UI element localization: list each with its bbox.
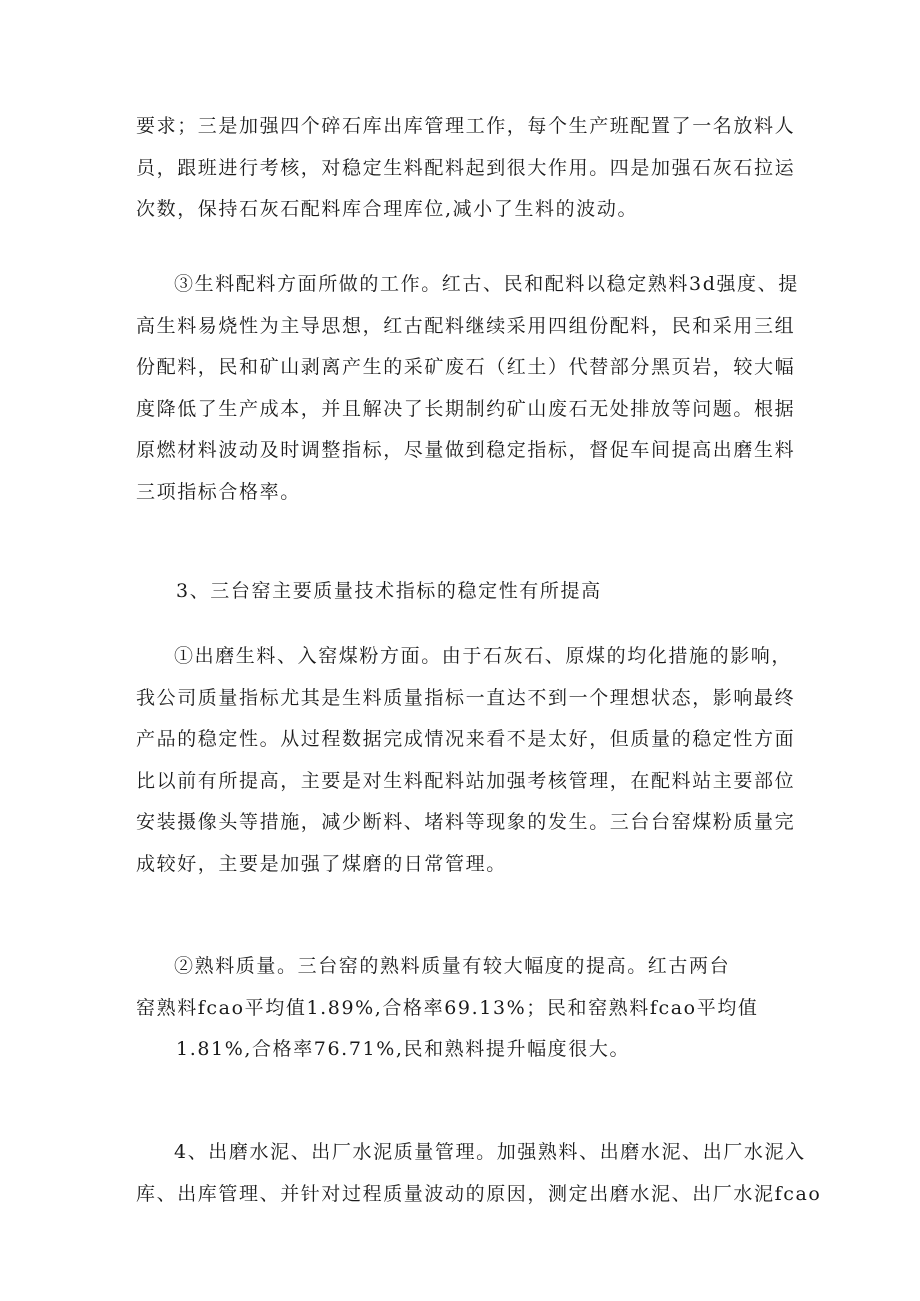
paragraph-raw-meal-coal-powder	[136, 636, 796, 885]
text-line: ②熟料质量。三台窑的熟料质量有较大幅度的提高。红古两台	[174, 955, 731, 977]
text-line: 我公司质量指标尤其是生料质量指标一直达不到一个理想状态，影响最终	[136, 686, 796, 709]
text-line: ③生料配料方面所做的工作。红古、民和配料以稳定熟料3d强度、提	[174, 273, 799, 295]
text-line: 原燃材料波动及时调整指标，尽量做到稳定指标，督促车间提高出磨生料	[136, 439, 796, 461]
paragraph-cement-quality-management	[136, 1132, 822, 1215]
paragraph-limestone-storage	[136, 106, 796, 231]
text-line: 1.81%,合格率76.71%,民和熟料提升幅度很大。	[176, 1038, 631, 1060]
text-line: 三项指标合格率。	[136, 480, 301, 503]
text-line: 员，跟班进行考核，对稳定生料配料起到很大作用。四是加强石灰石拉运	[136, 156, 796, 179]
section-heading-3	[136, 571, 796, 613]
text-line: 度降低了生产成本，并且解决了长期制约矿山废石无处排放等问题。根据	[136, 397, 796, 420]
text-line: 份配料，民和矿山剥离产生的采矿废石（红土）代替部分黑页岩，较大幅	[136, 356, 796, 378]
text-line: 比以前有所提高，主要是对生料配料站加强考核管理，在配料站主要部位	[136, 769, 796, 792]
paragraph-clinker-quality	[136, 946, 796, 1071]
text-line: ①出磨生料、入窑煤粉方面。由于石灰石、原煤的均化措施的影响，	[174, 645, 793, 667]
text-line: 产品的稳定性。从过程数据完成情况来看不是太好，但质量的稳定性方面	[136, 728, 796, 750]
text-line: 要求；三是加强四个碎石库出库管理工作，每个生产班配置了一名放料人	[136, 115, 796, 137]
text-line: 库、出库管理、并针对过程质量波动的原因，测定出磨水泥、出厂水泥fcao	[136, 1182, 822, 1205]
text-line: 次数，保持石灰石配料库合理库位,减小了生料的波动。	[136, 198, 639, 220]
text-line: 成较好，主要是加强了煤磨的日常管理。	[136, 852, 507, 875]
text-line: 安装摄像头等措施，减少断料、堵料等现象的发生。三台台窑煤粉质量完	[136, 811, 796, 833]
text-line: 高生料易烧性为主导思想，红古配料继续采用四组份配料，民和采用三组	[136, 314, 796, 337]
heading-text: 3、三台窑主要质量技术指标的稳定性有所提高	[176, 580, 602, 602]
text-line: 窑熟料fcao平均值1.89%,合格率69.13%；民和窑熟料fcao平均值	[136, 996, 759, 1019]
text-line: 4、出磨水泥、出厂水泥质量管理。加强熟料、出磨水泥、出厂水泥入	[174, 1141, 806, 1163]
paragraph-raw-meal-proportioning	[136, 264, 799, 513]
